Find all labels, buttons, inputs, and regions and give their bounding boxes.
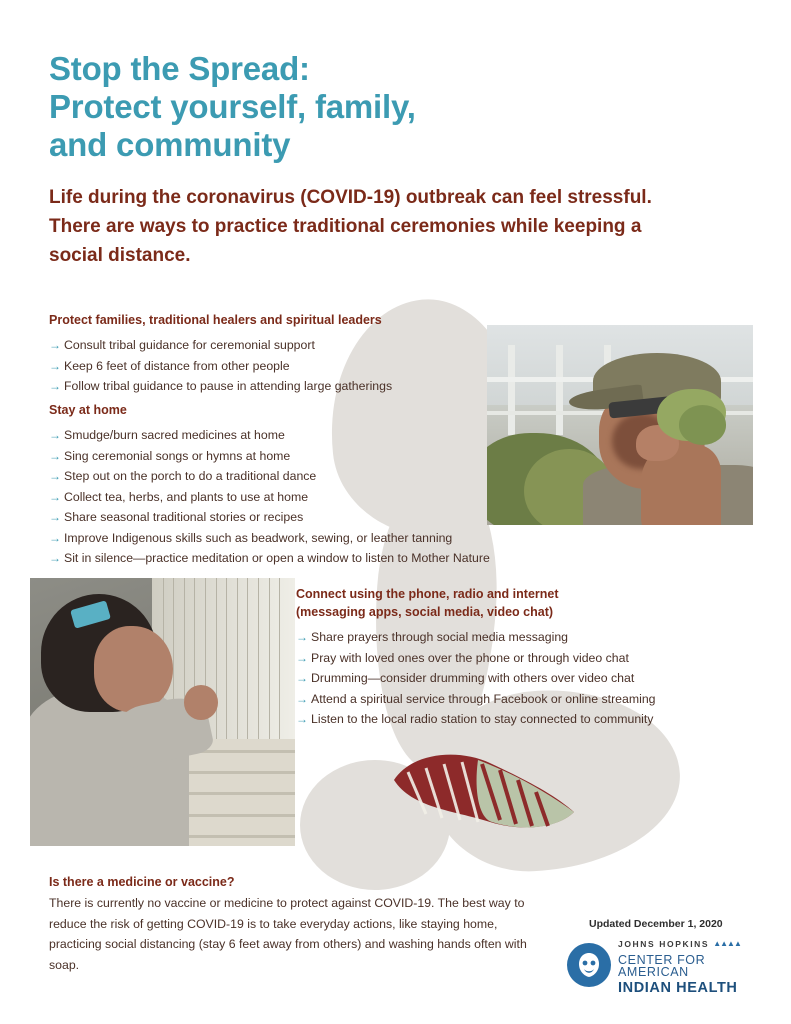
arrow-icon: → <box>296 630 308 644</box>
list-item <box>49 487 609 508</box>
list-item <box>296 627 756 648</box>
list-item-label: Step out on the porch to do a traditional dance <box>64 469 317 483</box>
footer-vaccine-info <box>49 874 529 975</box>
arrow-icon: → <box>296 712 308 726</box>
arrow-icon: → <box>49 338 61 352</box>
subheading: Life during the coronavirus (COVID-19) outbreak can feel stressful. There are ways to practice traditional ceremonies while keeping a social distance. <box>49 187 652 266</box>
logo-triangles-icon: ▲▲▲▲ <box>713 938 741 948</box>
list-item-label: Sing ceremonial songs or hymns at home <box>64 448 291 463</box>
photo-weaver-at-loom <box>30 578 295 846</box>
logo-center-line1: CENTER FOR AMERICAN <box>618 952 706 980</box>
list-item <box>296 668 756 689</box>
list-item-label: Share prayers through social media messaging <box>311 630 569 644</box>
section-subheading: (messaging apps, social media, video chat) <box>296 605 554 619</box>
footer-heading: Is there a medicine or vaccine? <box>49 875 235 889</box>
list-item-label: Listen to the local radio station to stay connected to community <box>311 712 654 726</box>
section-connect-remotely <box>296 585 756 730</box>
list-item <box>49 466 609 487</box>
bullet-list-protect <box>49 335 469 397</box>
section-protect-families <box>49 312 469 397</box>
list-item <box>296 709 756 730</box>
arrow-icon: → <box>49 379 61 393</box>
list-item-label: Improve Indigenous skills such as beadwork, sewing, or leather tanning <box>64 530 453 545</box>
list-item-label: Sit in silence—practice meditation or open a window to listen to Mother Nature <box>64 551 490 565</box>
list-item <box>49 335 469 356</box>
section-heading: Stay at home <box>49 403 127 417</box>
bullet-list-connect <box>296 627 756 730</box>
arrow-icon: → <box>49 510 61 524</box>
list-item <box>49 507 609 528</box>
list-item <box>49 356 469 377</box>
section-heading: Protect families, traditional healers and spiritual leaders <box>49 313 382 327</box>
logo-text <box>618 935 762 996</box>
shield-dome-icon <box>574 950 604 980</box>
list-item <box>49 548 609 569</box>
title-line-3: and community <box>49 126 291 164</box>
list-item-label: Consult tribal guidance for ceremonial support <box>64 338 315 352</box>
updated-date: Updated December 1, 2020 <box>589 918 723 930</box>
footer-body: There is currently no vaccine or medicine to protect against COVID-19. The best way to reduce the risk of getting COVID-19 is to take everyday actions, like staying home, practicing social distancing (stay 6 feet away from others) and washing hands often with soap. <box>49 896 527 972</box>
list-item-label: Smudge/burn sacred medicines at home <box>64 428 285 442</box>
list-item-label: Follow tribal guidance to pause in attending large gatherings <box>64 379 393 393</box>
section-stay-at-home <box>49 402 609 569</box>
bullet-list-home <box>49 425 609 569</box>
arrow-icon: → <box>49 469 61 483</box>
list-item-label: Pray with loved ones over the phone or through video chat <box>311 650 629 665</box>
sage-bundle-icon <box>382 738 582 838</box>
arrow-icon: → <box>49 358 61 373</box>
johns-hopkins-logo <box>567 938 762 996</box>
logo-mark-icon <box>567 943 611 987</box>
logo-institution: JOHNS HOPKINS <box>618 938 710 949</box>
list-item <box>296 689 756 710</box>
arrow-icon: → <box>49 530 61 545</box>
list-item <box>49 446 609 467</box>
list-item-label: Share seasonal traditional stories or recipes <box>64 510 304 524</box>
arrow-icon: → <box>296 691 308 706</box>
title-line-1: Stop the Spread: <box>49 50 310 88</box>
list-item <box>49 376 469 397</box>
list-item <box>296 648 756 669</box>
arrow-icon: → <box>49 448 61 463</box>
arrow-icon: → <box>49 551 61 565</box>
title-line-2: Protect yourself, family, <box>49 88 416 126</box>
arrow-icon: → <box>49 489 61 504</box>
page-title <box>49 50 649 164</box>
list-item-label: Collect tea, herbs, and plants to use at home <box>64 489 309 504</box>
logo-center-line2: INDIAN HEALTH <box>618 979 738 996</box>
list-item-label: Drumming—consider drumming with others over video chat <box>311 671 635 685</box>
arrow-icon: → <box>49 428 61 442</box>
arrow-icon: → <box>296 650 308 665</box>
arrow-icon: → <box>296 671 308 685</box>
section-heading: Connect using the phone, radio and internet <box>296 587 559 601</box>
list-item <box>49 528 609 549</box>
list-item-label: Keep 6 feet of distance from other people <box>64 358 290 373</box>
list-item-label: Attend a spiritual service through Facebook or online streaming <box>311 691 656 706</box>
list-item <box>49 425 609 446</box>
